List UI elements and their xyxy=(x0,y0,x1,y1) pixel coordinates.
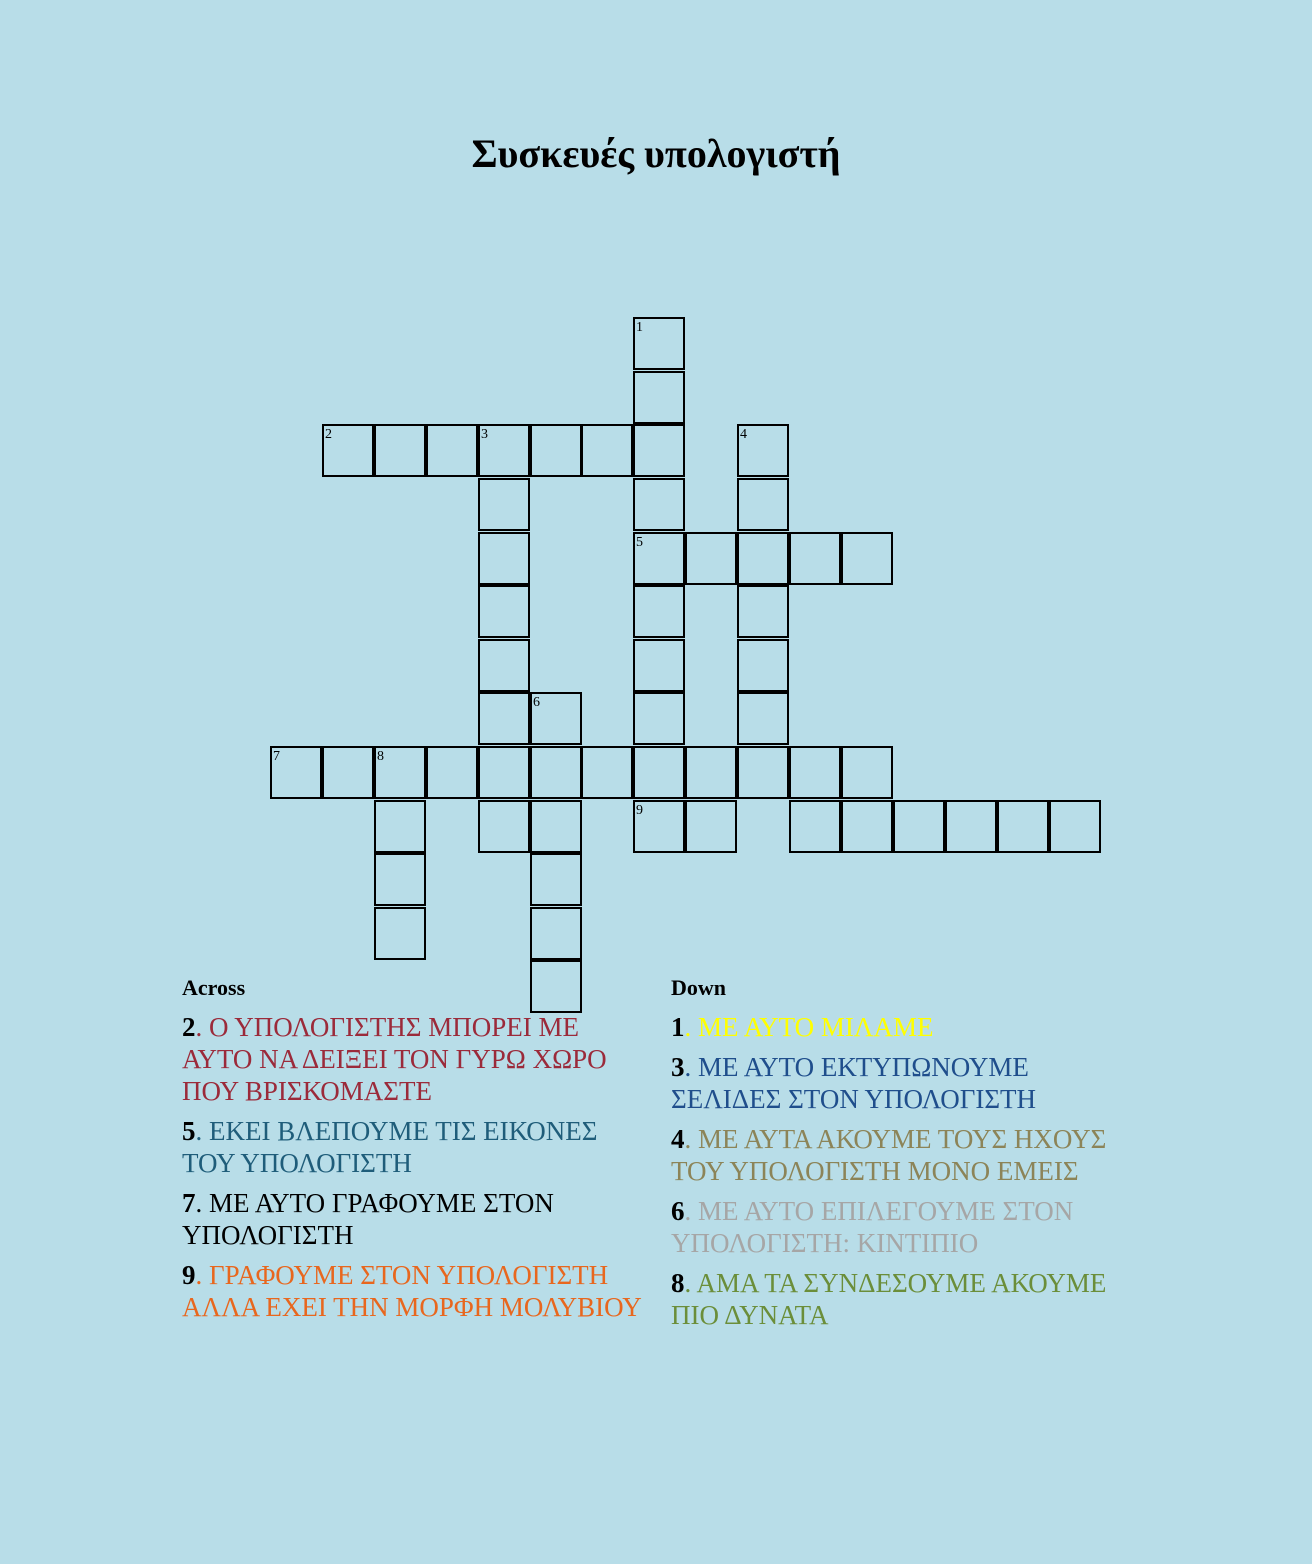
crossword-cell[interactable] xyxy=(581,424,633,477)
crossword-cell[interactable] xyxy=(322,746,374,799)
cell-input[interactable] xyxy=(376,802,424,851)
cell-input[interactable] xyxy=(1051,802,1099,851)
crossword-cell[interactable] xyxy=(1049,800,1101,853)
crossword-cell[interactable] xyxy=(789,532,841,585)
crossword-cell[interactable] xyxy=(374,746,426,799)
across-heading: Across xyxy=(182,975,246,1000)
clue-number: 3 xyxy=(671,1052,685,1082)
crossword-cell[interactable] xyxy=(581,746,633,799)
clue-across-9: 9. ΓΡΑΦΟΥΜΕ ΣΤΟΝ ΥΠΟΛΟΓΙΣΤΗ ΑΛΛΑ ΕΧΕΙ ΤΗΝ ΜΟΡΦΗ ΜΟΛΥΒΙΟΥ xyxy=(182,1260,642,1322)
crossword-cell[interactable] xyxy=(426,746,478,799)
cell-input[interactable] xyxy=(739,480,787,529)
crossword-cell[interactable] xyxy=(633,532,685,585)
crossword-cell[interactable] xyxy=(789,746,841,799)
cell-input[interactable] xyxy=(480,641,528,690)
crossword-cell[interactable] xyxy=(997,800,1049,853)
cell-input[interactable] xyxy=(895,802,943,851)
crossword-cell[interactable] xyxy=(530,692,582,745)
clue-down-3: 3. ΜΕ ΑΥΤΟ ΕΚΤΥΠΩΝΟΥΜΕ ΣΕΛΙΔΕΣ ΣΤΟΝ ΥΠΟΛΟΓΙΣΤΗ xyxy=(671,1052,1037,1114)
cell-input[interactable] xyxy=(635,694,683,743)
crossword-cell[interactable] xyxy=(633,692,685,745)
clue-number: 2 xyxy=(182,1012,196,1042)
cell-input[interactable] xyxy=(532,909,580,958)
crossword-cell[interactable] xyxy=(633,746,685,799)
crossword-cell[interactable] xyxy=(374,424,426,477)
clue-down-8: 8. ΑΜΑ ΤΑ ΣΥΝΔΕΣΟΥΜΕ ΑΚΟΥΜΕ ΠΙΟ ΔΥΝΑΤΑ xyxy=(671,1268,1107,1330)
cell-input[interactable] xyxy=(480,534,528,583)
clue-number-label: 5 xyxy=(636,535,643,550)
crossword-cell[interactable] xyxy=(633,639,685,692)
cell-input[interactable] xyxy=(532,426,580,475)
crossword-cell[interactable] xyxy=(478,424,530,477)
clue-number-label: 2 xyxy=(325,427,332,442)
crossword-cell[interactable] xyxy=(633,585,685,638)
crossword-cell[interactable] xyxy=(478,585,530,638)
cell-input[interactable] xyxy=(843,748,891,797)
clue-number-label: 4 xyxy=(740,427,747,442)
cell-input[interactable] xyxy=(635,426,683,475)
clue-text: Ο ΥΠΟΛΟΓΙΣΤΗΣ ΜΠΟΡΕΙ ΜΕ ΑΥΤΟ ΝΑ ΔΕΙΞΕΙ ΤΟΝ ΓΥΡΩ ΧΩΡΟ ΠΟΥ ΒΡΙΣΚΟΜΑΣΤΕ xyxy=(182,1012,607,1106)
crossword-cell[interactable] xyxy=(374,853,426,906)
clue-number-label: 6 xyxy=(533,695,540,710)
crossword-cell[interactable] xyxy=(633,424,685,477)
cell-input[interactable] xyxy=(635,480,683,529)
cell-input[interactable] xyxy=(739,534,787,583)
across-clues xyxy=(182,975,642,1331)
crossword-cell[interactable] xyxy=(737,585,789,638)
clue-text: ΓΡΑΦΟΥΜΕ ΣΤΟΝ ΥΠΟΛΟΓΙΣΤΗ ΑΛΛΑ ΕΧΕΙ ΤΗΝ ΜΟΡΦΗ ΜΟΛΥΒΙΟΥ xyxy=(182,1260,642,1322)
clue-number: 8 xyxy=(671,1268,685,1298)
crossword-cell[interactable] xyxy=(478,478,530,531)
cell-input[interactable] xyxy=(687,802,735,851)
crossword-cell[interactable] xyxy=(530,424,582,477)
cell-input[interactable] xyxy=(532,748,580,797)
crossword-cell[interactable] xyxy=(841,800,893,853)
cell-input[interactable] xyxy=(687,534,735,583)
clue-across-5: 5. ΕΚΕΙ ΒΛΕΠΟΥΜΕ ΤΙΣ ΕΙΚΟΝΕΣ ΤΟΥ ΥΠΟΛΟΓΙΣΤΗ xyxy=(182,1116,598,1178)
crossword-cell[interactable] xyxy=(737,692,789,745)
clue-text: ΜΕ ΑΥΤΟ ΕΚΤΥΠΩΝΟΥΜΕ ΣΕΛΙΔΕΣ ΣΤΟΝ ΥΠΟΛΟΓΙΣΤΗ xyxy=(671,1052,1037,1114)
cell-input[interactable] xyxy=(843,534,891,583)
clue-number: 7 xyxy=(182,1188,196,1218)
crossword-cell[interactable] xyxy=(945,800,997,853)
cell-input[interactable] xyxy=(532,802,580,851)
clue-down-6: 6. ΜΕ ΑΥΤΟ ΕΠΙΛΕΓΟΥΜΕ ΣΤΟΝ ΥΠΟΛΟΓΙΣΤΗ: ΚΙΝΤΙΠΙΟ xyxy=(671,1196,1074,1258)
cell-input[interactable] xyxy=(376,426,424,475)
cell-input[interactable] xyxy=(324,748,372,797)
crossword-cell[interactable] xyxy=(633,478,685,531)
crossword-cell[interactable] xyxy=(633,800,685,853)
cell-input[interactable] xyxy=(376,855,424,904)
crossword-cell[interactable] xyxy=(841,746,893,799)
clue-number-label: 1 xyxy=(636,320,643,335)
crossword-cell[interactable] xyxy=(530,746,582,799)
crossword-cell[interactable] xyxy=(530,800,582,853)
cell-input[interactable] xyxy=(687,748,735,797)
cell-input[interactable] xyxy=(583,748,631,797)
crossword-cell[interactable] xyxy=(426,424,478,477)
crossword-cell[interactable] xyxy=(893,800,945,853)
clue-text: ΕΚΕΙ ΒΛΕΠΟΥΜΕ ΤΙΣ ΕΙΚΟΝΕΣ ΤΟΥ ΥΠΟΛΟΓΙΣΤΗ xyxy=(182,1116,598,1178)
puzzle-title: Συσκευές υπολογιστή xyxy=(471,131,841,176)
cell-input[interactable] xyxy=(635,373,683,422)
cell-input[interactable] xyxy=(739,694,787,743)
clue-number: 4 xyxy=(671,1124,685,1154)
crossword-cell[interactable] xyxy=(478,639,530,692)
cell-input[interactable] xyxy=(428,426,476,475)
crossword-cell[interactable] xyxy=(530,853,582,906)
crossword-cell[interactable] xyxy=(685,532,737,585)
cell-input[interactable] xyxy=(480,694,528,743)
clue-number-label: 9 xyxy=(636,803,643,818)
clue-number-label: 8 xyxy=(377,749,384,764)
cell-input[interactable] xyxy=(480,802,528,851)
cell-input[interactable] xyxy=(635,587,683,636)
cell-input[interactable] xyxy=(739,748,787,797)
cell-input[interactable] xyxy=(791,802,839,851)
crossword-cell[interactable] xyxy=(478,746,530,799)
cell-input[interactable] xyxy=(532,855,580,904)
cell-input[interactable] xyxy=(376,909,424,958)
cell-input[interactable] xyxy=(480,480,528,529)
cell-input[interactable] xyxy=(843,802,891,851)
crossword-cell[interactable] xyxy=(633,371,685,424)
clue-number-label: 3 xyxy=(481,427,488,442)
crossword-cell[interactable] xyxy=(374,800,426,853)
cell-input[interactable] xyxy=(739,587,787,636)
down-heading: Down xyxy=(671,975,727,1000)
clue-text: ΜΕ ΑΥΤΟ ΕΠΙΛΕΓΟΥΜΕ ΣΤΟΝ ΥΠΟΛΟΓΙΣΤΗ: ΚΙΝΤΙΠΙΟ xyxy=(671,1196,1074,1258)
crossword-cell[interactable] xyxy=(322,424,374,477)
cell-input[interactable] xyxy=(635,641,683,690)
clue-text: ΜΕ ΑΥΤΑ ΑΚΟΥΜΕ ΤΟΥΣ ΗΧΟΥΣ ΤΟΥ ΥΠΟΛΟΓΙΣΤΗ ΜΟΝΟ ΕΜΕΙΣ xyxy=(671,1124,1107,1186)
cell-input[interactable] xyxy=(583,426,631,475)
clue-text: ΜΕ ΑΥΤΟ ΓΡΑΦΟΥΜΕ ΣΤΟΝ ΥΠΟΛΟΓΙΣΤΗ xyxy=(182,1188,554,1250)
crossword-cell[interactable] xyxy=(841,532,893,585)
crossword-cell[interactable] xyxy=(737,424,789,477)
clue-number-label: 7 xyxy=(273,749,280,764)
clue-across-2: 2. Ο ΥΠΟΛΟΓΙΣΤΗΣ ΜΠΟΡΕΙ ΜΕ ΑΥΤΟ ΝΑ ΔΕΙΞΕΙ ΤΟΝ ΓΥΡΩ ΧΩΡΟ ΠΟΥ ΒΡΙΣΚΟΜΑΣΤΕ xyxy=(182,1012,607,1106)
cell-input[interactable] xyxy=(635,748,683,797)
crossword-cell[interactable] xyxy=(478,532,530,585)
clue-text: ΜΕ ΑΥΤΟ ΜΙΛΑΜΕ xyxy=(698,1012,934,1042)
clue-text: ΑΜΑ ΤΑ ΣΥΝΔΕΣΟΥΜΕ ΑΚΟΥΜΕ ΠΙΟ ΔΥΝΑΤΑ xyxy=(671,1268,1107,1330)
clue-across-7: 7. ΜΕ ΑΥΤΟ ΓΡΑΦΟΥΜΕ ΣΤΟΝ ΥΠΟΛΟΓΙΣΤΗ xyxy=(182,1188,554,1250)
clue-number: 1 xyxy=(671,1012,685,1042)
cell-input[interactable] xyxy=(791,748,839,797)
crossword-cell[interactable] xyxy=(270,746,322,799)
crossword-cell[interactable] xyxy=(685,800,737,853)
clue-down-1: 1. ΜΕ ΑΥΤΟ ΜΙΛΑΜΕ xyxy=(671,1012,934,1042)
crossword-cell[interactable] xyxy=(374,907,426,960)
crossword-cell[interactable] xyxy=(685,746,737,799)
crossword-cell[interactable] xyxy=(737,639,789,692)
cell-input[interactable] xyxy=(480,748,528,797)
cell-input[interactable] xyxy=(999,802,1047,851)
cell-input[interactable] xyxy=(428,748,476,797)
crossword-cell[interactable] xyxy=(530,907,582,960)
crossword-cell[interactable] xyxy=(737,532,789,585)
clue-number: 5 xyxy=(182,1116,196,1146)
cell-input[interactable] xyxy=(739,641,787,690)
crossword-cell[interactable] xyxy=(737,478,789,531)
crossword-cell[interactable] xyxy=(789,800,841,853)
clue-number: 9 xyxy=(182,1260,196,1290)
crossword-cell[interactable] xyxy=(478,800,530,853)
cell-input[interactable] xyxy=(480,587,528,636)
cell-input[interactable] xyxy=(947,802,995,851)
crossword-cell[interactable] xyxy=(478,692,530,745)
clue-number: 6 xyxy=(671,1196,685,1226)
clue-down-4: 4. ΜΕ ΑΥΤΑ ΑΚΟΥΜΕ ΤΟΥΣ ΗΧΟΥΣ ΤΟΥ ΥΠΟΛΟΓΙΣΤΗ ΜΟΝΟ ΕΜΕΙΣ xyxy=(671,1124,1107,1186)
crossword-cell[interactable] xyxy=(633,317,685,370)
down-clues xyxy=(671,975,1131,1339)
cell-input[interactable] xyxy=(791,534,839,583)
crossword-cell[interactable] xyxy=(737,746,789,799)
